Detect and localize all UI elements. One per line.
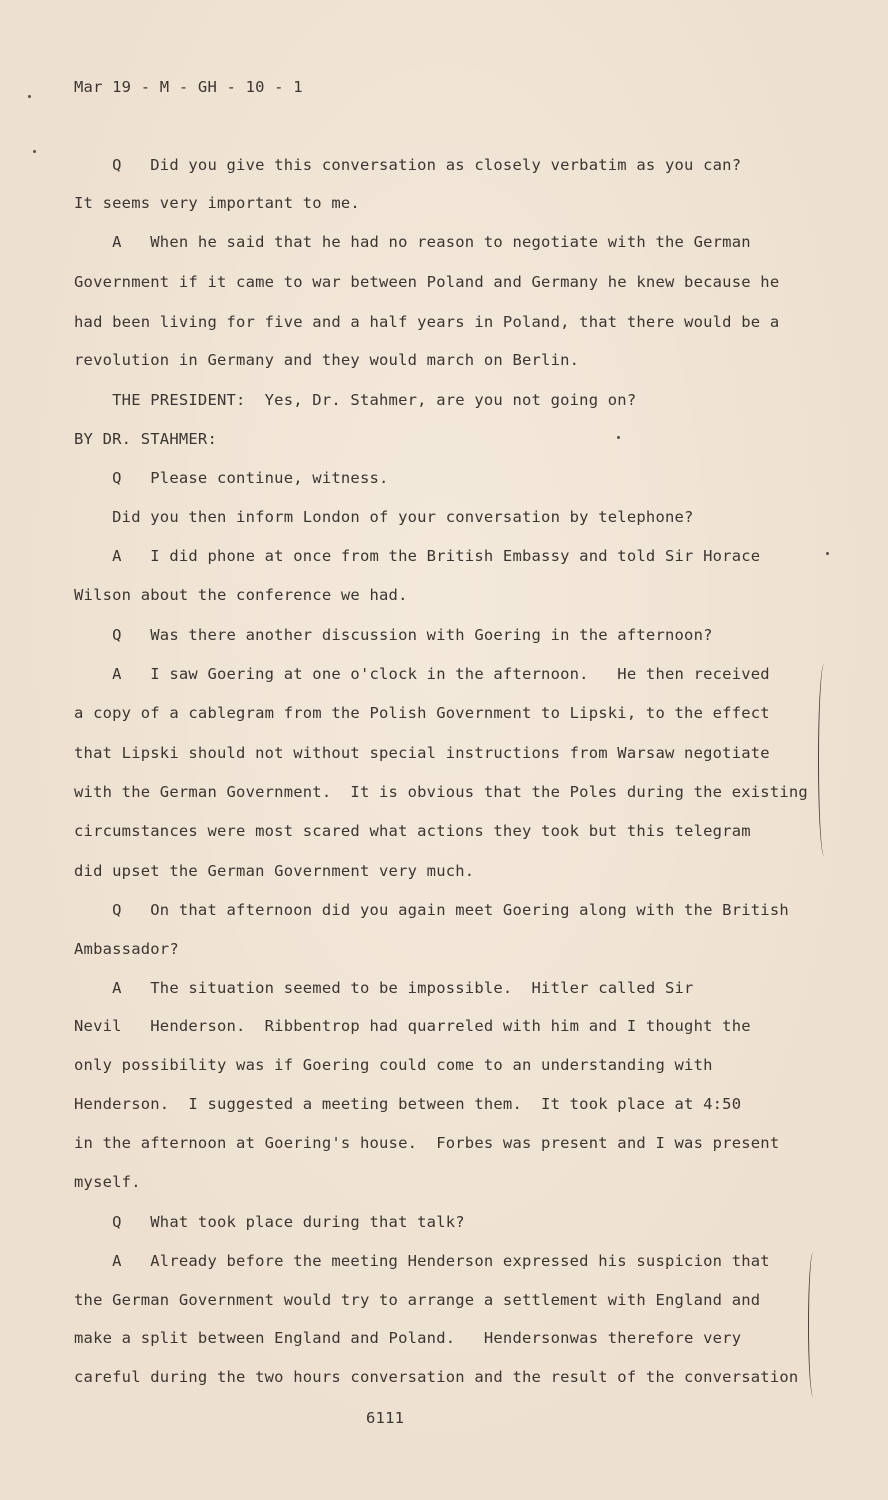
text-line: A When he said that he had no reason to negotiate with the German [74, 233, 751, 251]
text-line: that Lipski should not without special instructions from Warsaw negotiate [74, 744, 770, 762]
text-line: THE PRESIDENT: Yes, Dr. Stahmer, are you not going on? [74, 391, 637, 409]
text-line: Q On that afternoon did you again meet Goering along with the British [74, 901, 789, 919]
text-line: the German Government would try to arrange a settlement with England and [74, 1291, 761, 1309]
text-line: A I saw Goering at one o'clock in the afternoon. He then received [74, 665, 770, 683]
text-line: Q What took place during that talk? [74, 1213, 465, 1231]
text-line: BY DR. STAHMER: [74, 430, 217, 448]
text-line: myself. [74, 1173, 141, 1191]
paper-speck [826, 552, 829, 555]
text-line: Henderson. I suggested a meeting between them. It took place at 4:50 [74, 1095, 742, 1113]
paper-speck [28, 95, 31, 98]
text-line: careful during the two hours conversation and the result of the conversation [74, 1368, 799, 1386]
text-line: Wilson about the conference we had. [74, 586, 408, 604]
text-line: A I did phone at once from the British Embassy and told Sir Horace [74, 547, 761, 565]
text-line: in the afternoon at Goering's house. Forbes was present and I was present [74, 1134, 780, 1152]
text-line: had been living for five and a half years in Poland, that there would be a [74, 313, 780, 331]
paper-speck [617, 436, 620, 439]
text-line: with the German Government. It is obvious that the Poles during the existing [74, 783, 808, 801]
text-line: Q Was there another discussion with Goering in the afternoon? [74, 626, 713, 644]
text-line: circumstances were most scared what actions they took but this telegram [74, 822, 751, 840]
text-line: only possibility was if Goering could come to an understanding with [74, 1056, 713, 1074]
text-line: a copy of a cablegram from the Polish Government to Lipski, to the effect [74, 704, 770, 722]
text-line: Government if it came to war between Poland and Germany he knew because he [74, 273, 780, 291]
text-line: did upset the German Government very much. [74, 862, 475, 880]
text-line: Did you then inform London of your conversation by telephone? [74, 508, 694, 526]
text-line: Ambassador? [74, 940, 179, 958]
text-line: Q Please continue, witness. [74, 469, 389, 487]
text-line: It seems very important to me. [74, 194, 360, 212]
text-line: A The situation seemed to be impossible. Hitler called Sir [74, 979, 694, 997]
text-line: make a split between England and Poland. Hendersonwas therefore very [74, 1329, 742, 1347]
page-number: 6111 [366, 1409, 405, 1427]
paper-speck [33, 150, 36, 153]
margin-bracket-mark [808, 1252, 821, 1397]
text-line: Nevil Henderson. Ribbentrop had quarreled with him and I thought the [74, 1017, 751, 1035]
margin-bracket-mark [818, 664, 833, 856]
text-line: A Already before the meeting Henderson expressed his suspicion that [74, 1252, 770, 1270]
text-line: revolution in Germany and they would march on Berlin. [74, 351, 580, 369]
document-header: Mar 19 - M - GH - 10 - 1 [74, 78, 303, 96]
text-line: Q Did you give this conversation as closely verbatim as you can? [74, 156, 742, 174]
